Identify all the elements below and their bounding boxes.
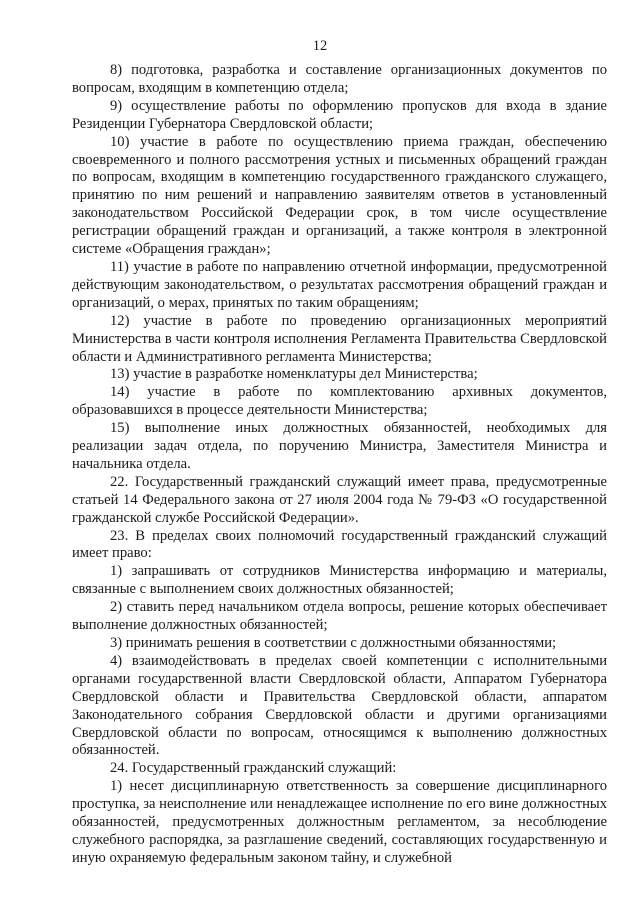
paragraph-duty-10: 10) участие в работе по осуществлению приема граждан, обеспечению своевременного и полного рассмотрения устных и письменных обращений граждан по вопросам, входящим в компетенцию государственного гражданского служащего, принятию по ним решений и направлению заявителям ответов в установленный законодательством Российской Федерации срок, в том числе осуществление регистрации обращений граждан и организаций, а также контроля в электронной системе «Обращения граждан»; xyxy=(72,133,607,258)
paragraph-right-1: 1) запрашивать от сотрудников Министерства информацию и материалы, связанные с выполнением своих должностных обязанностей; xyxy=(72,563,607,598)
paragraph-duty-12: 12) участие в работе по проведению организационных мероприятий Министерства в части контроля исполнения Регламента Правительства Свердловской области и Административного регламента Министерства; xyxy=(72,312,607,365)
paragraph-right-3: 3) принимать решения в соответствии с должностными обязанностями; xyxy=(110,635,557,651)
paragraph-section-24: 24. Государственный гражданский служащий: xyxy=(110,760,397,777)
paragraph-duty-8: 8) подготовка, разработка и составление организационных документов по вопросам, входящим в компетенцию отдела; xyxy=(72,62,607,96)
paragraph-section-22: 22. Государственный гражданский служащий имеет права, предусмотренные статьей 14 Федерального закона от 27 июля 2004 года № 79-ФЗ «О государственной гражданской службе Российской Федерации». xyxy=(72,473,607,526)
page-number: 12 xyxy=(312,38,328,54)
paragraph-section-23: 23. В пределах своих полномочий государственный гражданский служащий имеет право: xyxy=(72,527,607,562)
paragraph-right-4: 4) взаимодействовать в пределах своей компетенции с исполнительными органами государственной власти Свердловской области, Аппаратом Губернатора Свердловской области и Правительства Свердловской области, аппаратом Законодательного собрания Свердловской области и другими организациями Свердловской области по вопросам, относящимся к выполнению должностных обязанностей. xyxy=(72,652,607,759)
paragraph-duty-15: 15) выполнение иных должностных обязанностей, необходимых для реализации задач отдела, по поручению Министра, Заместителя Министра и начальника отдела. xyxy=(72,420,607,472)
paragraph-duty-13: 13) участие в разработке номенклатуры дел Министерства; xyxy=(110,366,478,383)
paragraph-responsibility-1: 1) несет дисциплинарную ответственность за совершение дисциплинарного проступка, за неисполнение или ненадлежащее исполнение по его вине должностных обязанностей, предусмотренных должностным регламентом, за несоблюдение служебного распорядка, за разглашение сведений, составляющих государственную и иную охраняемую федеральным законом тайну, и служебной xyxy=(72,778,607,866)
document-body xyxy=(72,62,607,868)
paragraph-duty-9: 9) осуществление работы по оформлению пропусков для входа в здание Резиденции Губернатора Свердловской области; xyxy=(72,97,607,132)
paragraph-right-2: 2) ставить перед начальником отдела вопросы, решение которых обеспечивает выполнение должностных обязанностей; xyxy=(72,599,607,634)
paragraph-duty-11: 11) участие в работе по направлению отчетной информации, предусмотренной действующим законодательством, о результатах рассмотрения обращений граждан и организаций, о мерах, принятых по таким обращениям; xyxy=(72,258,607,311)
paragraph-duty-14: 14) участие в работе по комплектованию архивных документов, образовавшихся в процессе деятельности Министерства; xyxy=(72,384,607,419)
